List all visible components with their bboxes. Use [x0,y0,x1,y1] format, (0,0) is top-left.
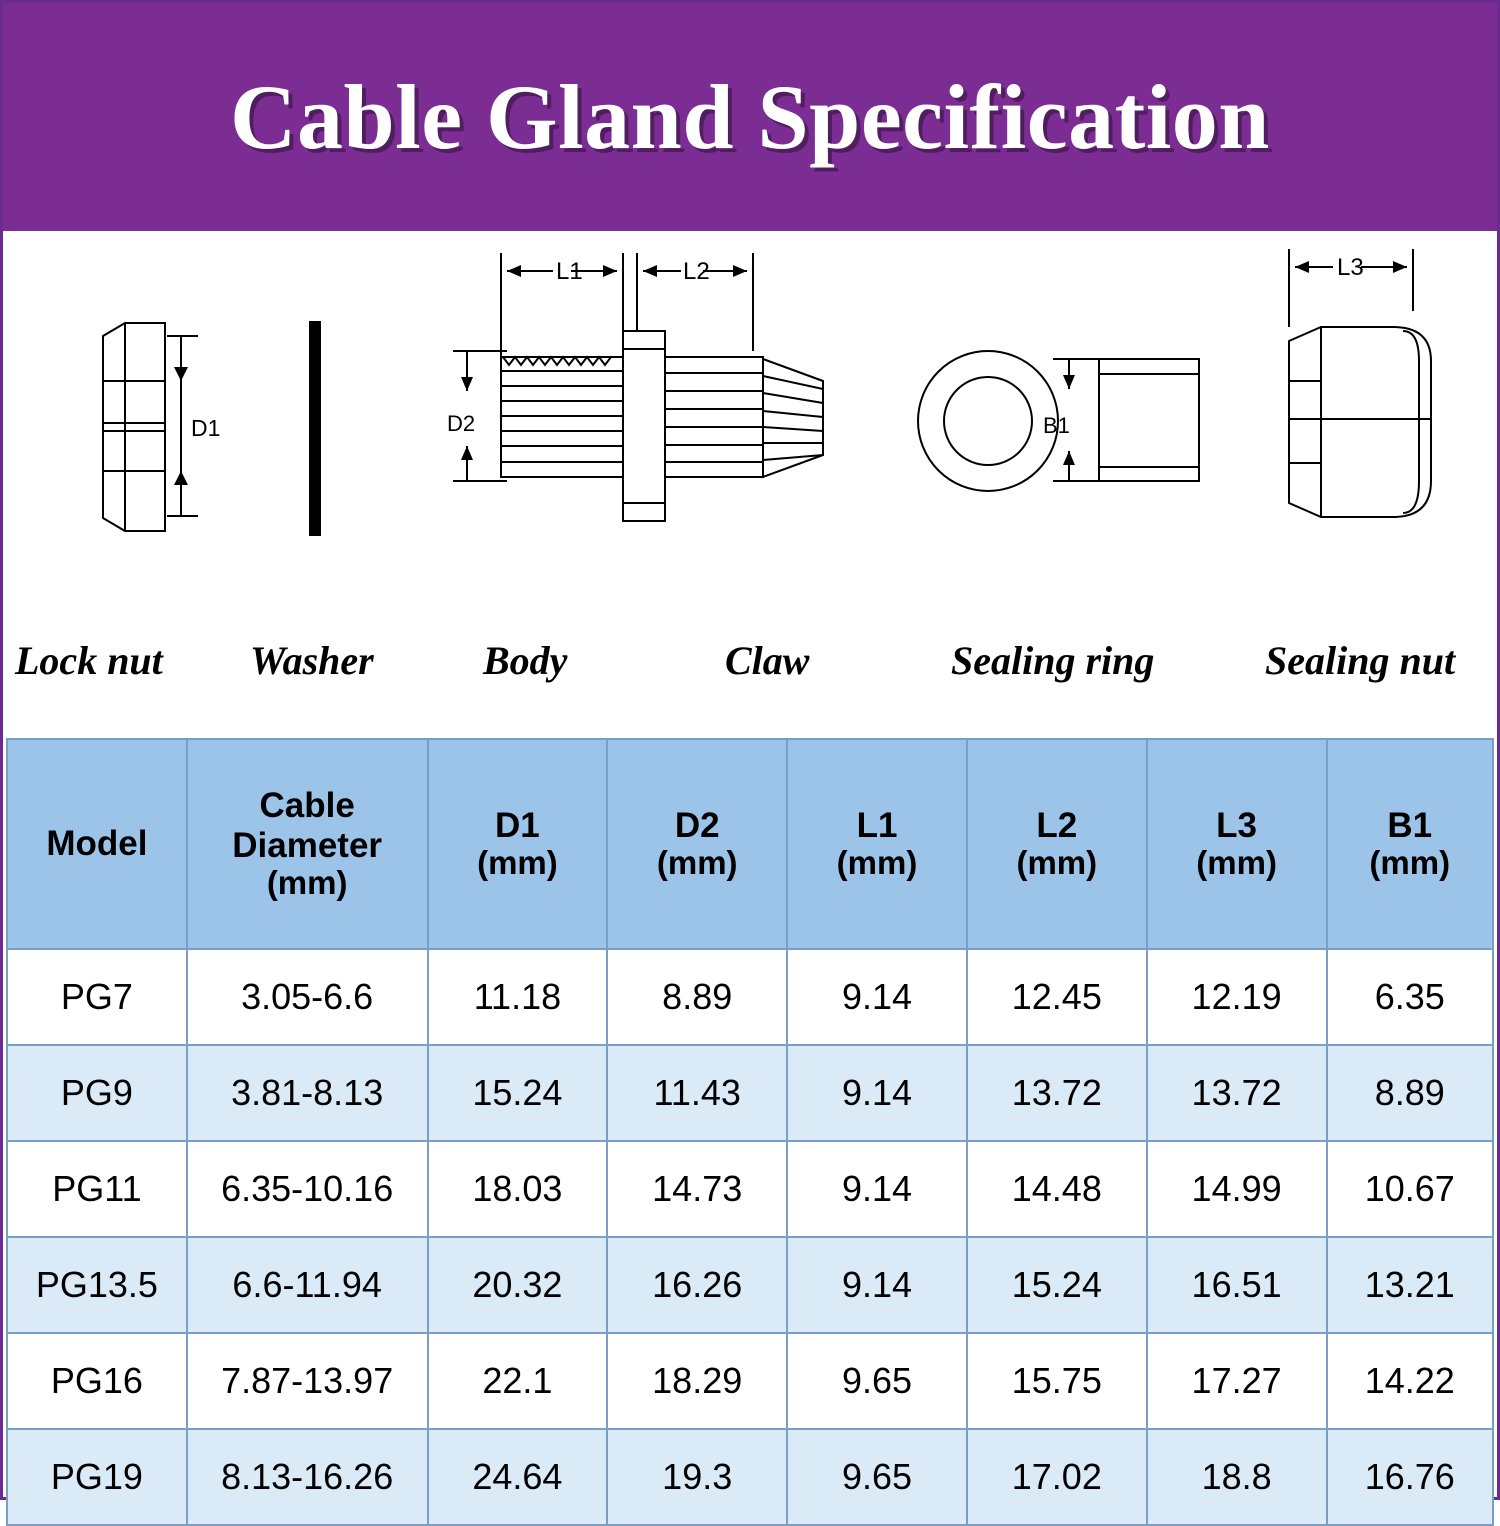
table-row [7,1333,1493,1429]
cell-l2: 17.02 [967,1429,1147,1525]
column-label: D1 [495,805,540,845]
cell-d2: 18.29 [607,1333,787,1429]
label-sealing-nut: Sealing nut [1265,638,1456,683]
claw-drawing [763,231,923,621]
cell-l2: 13.72 [967,1045,1147,1141]
cell-l1: 9.14 [787,1141,967,1237]
sealing-ring-drawing [903,231,1213,621]
callout-l2: L2 [683,258,710,285]
column-unit: (mm) [836,844,918,882]
column-unit: (mm) [266,863,348,901]
column-label: B1 [1387,805,1433,845]
cell-d2: 8.89 [607,949,787,1045]
cell-d1: 18.03 [428,1141,608,1237]
cell-d1: 22.1 [428,1333,608,1429]
cell-b1: 6.35 [1327,949,1494,1045]
callout-l3: L3 [1337,254,1364,281]
cell-l1: 9.65 [787,1333,967,1429]
column-unit: (mm) [656,844,738,882]
cell-l3: 14.99 [1147,1141,1327,1237]
cell-l2: 15.24 [967,1237,1147,1333]
cell-cable: 8.13-16.26 [187,1429,428,1525]
callout-l1: L1 [556,258,583,285]
cell-b1: 16.76 [1327,1429,1494,1525]
diagram-strip [3,231,1497,621]
page-title: Cable Gland Specification [230,66,1270,168]
diagram-lock-nut [63,231,303,621]
cell-model: PG9 [7,1045,187,1141]
cell-b1: 8.89 [1327,1045,1494,1141]
cell-l1: 9.14 [787,1237,967,1333]
cell-l3: 16.51 [1147,1237,1327,1333]
label-claw: Claw [725,638,810,683]
column-header-l1 [787,739,967,949]
cell-cable: 3.81-8.13 [187,1045,428,1141]
sealing-nut-drawing [1253,231,1483,621]
label-sealing-ring: Sealing ring [951,638,1155,683]
column-label: L1 [856,805,898,845]
cell-l1: 9.14 [787,1045,967,1141]
diagram-sealing-nut [1253,231,1483,621]
table-row [7,1429,1493,1525]
cell-l1: 9.14 [787,949,967,1045]
diagram-sealing-ring [903,231,1213,621]
cell-d2: 19.3 [607,1429,787,1525]
header-banner [3,3,1497,231]
diagram-washer [273,231,403,621]
column-header-cable-diameter [187,739,428,949]
cell-d1: 15.24 [428,1045,608,1141]
table-header-row [7,739,1493,949]
column-header-l2 [967,739,1147,949]
cell-model: PG11 [7,1141,187,1237]
cell-d1: 11.18 [428,949,608,1045]
table-row [7,949,1493,1045]
label-washer: Washer [250,638,374,683]
table-row [7,1141,1493,1237]
cell-model: PG7 [7,949,187,1045]
cell-cable: 6.35-10.16 [187,1141,428,1237]
cell-model: PG13.5 [7,1237,187,1333]
cell-d1: 24.64 [428,1429,608,1525]
table-row [7,1237,1493,1333]
cell-l3: 13.72 [1147,1045,1327,1141]
label-lock-nut: Lock nut [15,638,163,683]
cell-cable: 7.87-13.97 [187,1333,428,1429]
column-header-b1 [1327,739,1494,949]
column-label: L2 [1036,805,1078,845]
column-unit: (mm) [1016,844,1098,882]
callout-b1: B1 [1043,413,1070,438]
diagram-claw [763,231,923,621]
column-header-model [7,739,187,949]
column-label: Cable Diameter [232,786,383,865]
column-label: D2 [674,805,720,845]
label-body: Body [483,638,568,683]
column-unit: (mm) [1369,844,1451,882]
cell-l1: 9.65 [787,1429,967,1525]
cell-l3: 17.27 [1147,1333,1327,1429]
lock-nut-drawing [63,231,303,621]
part-labels [3,621,1497,721]
cell-l2: 14.48 [967,1141,1147,1237]
cell-cable: 3.05-6.6 [187,949,428,1045]
column-unit: (mm) [477,844,558,882]
cell-l2: 12.45 [967,949,1147,1045]
column-unit: (mm) [1196,844,1277,882]
column-header-d1 [428,739,608,949]
column-label: Model [46,824,148,864]
table-row [7,1045,1493,1141]
washer-drawing [273,231,403,621]
cell-l3: 12.19 [1147,949,1327,1045]
column-label: L3 [1216,805,1258,845]
cell-d2: 11.43 [607,1045,787,1141]
column-header-l3 [1147,739,1327,949]
cell-model: PG19 [7,1429,187,1525]
cell-d2: 16.26 [607,1237,787,1333]
cell-cable: 6.6-11.94 [187,1237,428,1333]
callout-d1: D1 [191,415,221,441]
spec-table [6,738,1494,1526]
cell-d1: 20.32 [428,1237,608,1333]
cell-b1: 10.67 [1327,1141,1494,1237]
spec-table-container [6,738,1494,1497]
cell-l3: 18.8 [1147,1429,1327,1525]
cell-model: PG16 [7,1333,187,1429]
cell-d2: 14.73 [607,1141,787,1237]
cell-b1: 14.22 [1327,1333,1494,1429]
cell-b1: 13.21 [1327,1237,1494,1333]
column-header-d2 [607,739,787,949]
callout-d2: D2 [447,411,476,436]
cell-l2: 15.75 [967,1333,1147,1429]
